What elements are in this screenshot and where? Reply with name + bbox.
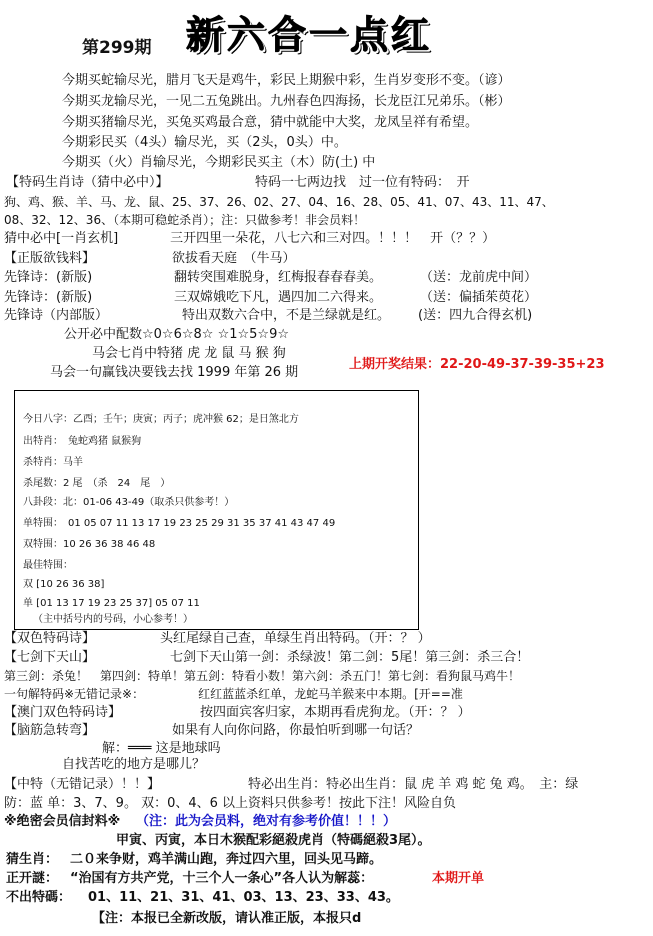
color-wave-heading: 【双色特码诗】	[4, 631, 96, 646]
page-title: 新六合一点红	[186, 12, 433, 57]
macau-heading: 【澳门双色特码诗】	[4, 705, 122, 720]
riddle-answer-1: 解：═══ 这是地球吗	[102, 741, 221, 756]
box-kill-zodiac: 杀特肖：马羊	[23, 457, 83, 468]
zhengban-heading: 【正版欲钱料】	[4, 251, 96, 266]
box-best: 最佳特围：	[23, 560, 73, 571]
guess-text: 二０来争财，鸡羊满山跑，奔过四六里，回头见马蹄。	[70, 852, 383, 867]
zhongte-text: 特必出生肖：特必出生肖：鼠 虎 羊 鸡 蛇 兔 鸡。 主：绿	[248, 777, 579, 792]
intro-line-2: 今期买龙输尽光，一见二五兔跳出。九州春色四海扬，长龙臣江兄弟乐。（彬）	[62, 94, 511, 109]
box-chu: 出特肖： 兔蛇鸡猪 鼠猴狗	[23, 436, 142, 447]
issue-number: 第299期	[82, 38, 152, 58]
intro-line-4: 今期彩民买（4头）输尽光，买（2头，0头）中。	[62, 135, 347, 150]
box-bazi: 今日八字：乙酉；壬午；庚寅；丙子；虎冲猴 62；是日煞北方	[23, 414, 299, 425]
zhongte-line-2: 防：蓝 单：3、7、9。 双：0、4、6 以上资料只供参考！按此下注！风险自负	[4, 796, 457, 811]
box-best-single: 单 [01 13 17 19 23 25 37] 05 07 11	[23, 598, 200, 609]
box-double: 双特围：10 26 36 38 46 48	[23, 539, 156, 550]
pioneer-label-3: 先锋诗（内部版）	[4, 308, 109, 323]
riddle-heading: 【脑筋急转弯】	[4, 723, 96, 738]
pioneer-label-2: 先锋诗：(新版)	[4, 290, 93, 305]
members-formula: 甲寅、丙寅，本日木猴配彩絕殺虎肖（特碼絕殺3尾）。	[116, 833, 431, 848]
special-poem-hint: 特码一七两边找 过一位有特码： 开	[255, 175, 470, 190]
special-poem-line-4: 猜中必中[一肖玄机] 三开四里一朵花，八七六和三对四。！！！ 开（？？）	[4, 231, 496, 246]
horse-saying-line: 马会一句赢钱决要钱去找 1999 年第 26 期	[50, 365, 299, 380]
special-poem-line-3: 08、32、12、36、（本期可稳蛇杀肖）；注：只做参考！非会员料！	[4, 213, 366, 227]
analysis-box	[14, 390, 419, 630]
riddle-question-1: 如果有人向你问路，你最怕听到哪一句话？	[172, 723, 420, 738]
horse-zodiac-line: 马会七肖中特猪 虎 龙 鼠 马 猴 狗	[92, 346, 286, 361]
proverb-text: “治国有方共产党，十三个人一条心”各人认为解蕊：	[70, 871, 374, 886]
box-kill-tail: 杀尾数：2 尾 （杀 24 尾 ）	[23, 478, 171, 489]
members-note: （注：此为会员料，绝对有参考价值！！！）	[136, 814, 397, 829]
formula-line: 公开必中配数☆0☆6☆8☆ ☆1☆5☆9☆	[64, 327, 289, 342]
seven-swords-heading: 【七剑下天山】	[4, 650, 96, 665]
one-sentence-line: 一句解特码※无错记录※： 红红蓝蓝杀红单，龙蛇马羊猴来中本期。[开==准	[4, 687, 463, 701]
zhengban-text: 欲拔看天庭 （牛马）	[172, 251, 296, 266]
box-note: （主中括号内的号码，小心参考！）	[33, 614, 193, 625]
special-poem-line-2: 狗、鸡、猴、羊、马、龙、鼠、25、37、26、02、27、04、16、28、05、41、07、43、11、47、	[4, 195, 554, 209]
noout-text: 01、11、21、31、41、03、13、23、33、43。	[88, 890, 399, 905]
proverb-badge: 本期开单	[432, 871, 485, 886]
intro-line-5: 今期买（火）肖输尽光，今期彩民买主（木）防(土) 中	[62, 155, 376, 170]
box-single: 单特围： 01 05 07 11 13 17 19 23 25 29 31 35 37 41 43 47 49	[23, 518, 336, 529]
pioneer-verse-3: 特出双数六合中，不是兰绿就是红。	[182, 308, 391, 323]
intro-line-3: 今期买猪输尽光，买兔买鸡最合意，猜中就能中大奖，龙凤呈祥有希望。	[62, 115, 479, 130]
macau-text: 按四面宾客归家，本期再看虎狗龙。（开：？ ）	[200, 705, 471, 720]
pioneer-label-1: 先锋诗：(新版)	[4, 270, 93, 285]
zhongte-heading: 【中特（无错记录）！！】	[4, 777, 161, 792]
pioneer-note-1: （送：龙前虎中间）	[420, 270, 538, 285]
seven-swords-line-1: 七剑下天山第一剑：杀绿波！第二剑：5尾！第三剑：杀三合！	[170, 650, 530, 665]
box-bagua: 八卦段：北：01-06 43-49（取杀只供参考！）	[23, 497, 235, 508]
noout-label: 不出特碼：	[6, 890, 72, 905]
pioneer-verse-2: 三双嫦娥吃下凡，遇四加二六得来。	[174, 290, 383, 305]
pioneer-verse-1: 翻转突围难脱身，红梅报春春春美。	[174, 270, 383, 285]
pioneer-note-3: (送：四九合得玄机)	[418, 308, 533, 323]
box-best-double: 双 [10 26 36 38]	[23, 579, 105, 590]
seven-swords-line-2: 第三剑：杀兔！ 第四剑：特单！第五剑：特看小数！第六剑：杀五门！第七剑：看狗鼠马鸡牛！	[4, 669, 521, 683]
members-heading: ※绝密会员信封料※	[4, 814, 121, 829]
footer-note: 【注：本报已全新改版，请认准正版，本报只d	[92, 911, 362, 926]
intro-line-1: 今期买蛇输尽光，腊月飞天是鸡牛，彩民上期猴中彩，生肖岁变形不变。（谚）	[62, 73, 511, 88]
guess-label: 猜生肖：	[6, 852, 59, 867]
last-result: 上期开奖结果：22-20-49-37-39-35+23	[349, 357, 605, 372]
color-wave-text: 头红尾绿自己查，单绿生肖出特码。（开：？ ）	[160, 631, 431, 646]
proverb-label: 正开謎：	[6, 871, 59, 886]
riddle-question-2: 自找苦吃的地方是哪儿？	[62, 757, 206, 772]
pioneer-note-2: （送：偏插茱萸花）	[420, 290, 538, 305]
special-poem-heading: 【特码生肖诗（猜中必中）】	[6, 175, 169, 190]
